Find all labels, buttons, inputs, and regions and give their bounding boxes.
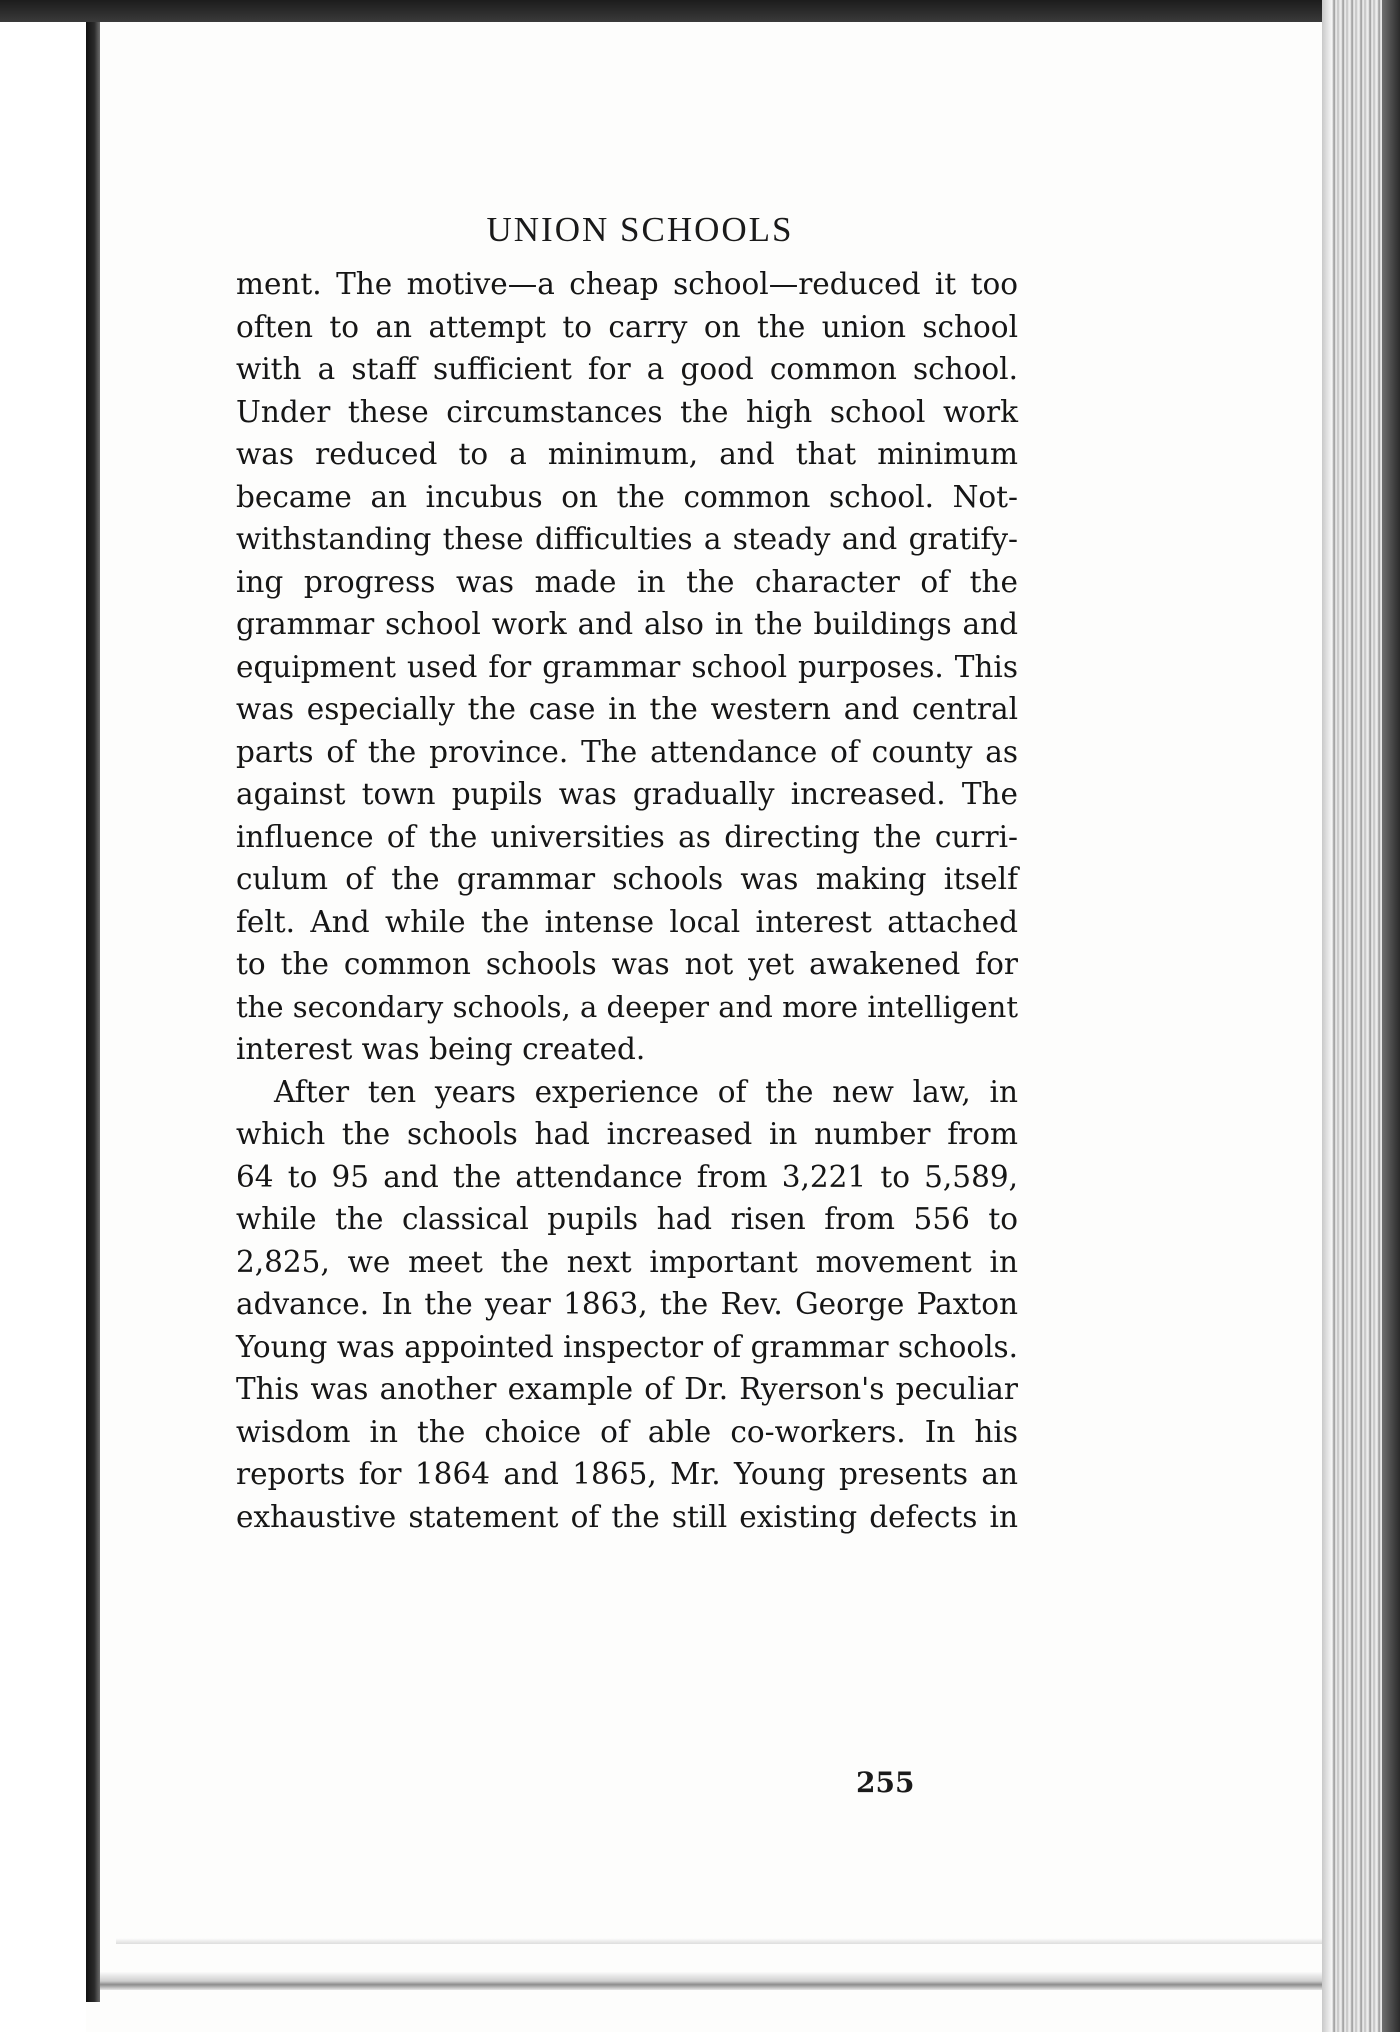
left-margin <box>0 22 86 2032</box>
text-line: against town pupils was gradually increased. The <box>236 777 1018 811</box>
page-text-block <box>236 205 1018 1799</box>
book-spine-shadow <box>86 22 100 2002</box>
text-line: ing progress was made in the character of the <box>236 564 1018 599</box>
text-line: was especially the case in the western and central <box>236 692 1018 726</box>
text-line: became an incubus on the common school. Not- <box>236 479 1018 514</box>
text-line: felt. And while the intense local interest attached <box>236 904 1018 939</box>
text-line: reports for 1864 and 1865, Mr. Young presents an <box>236 1457 1018 1491</box>
text-line: wisdom in the choice of able co-workers. In his <box>236 1414 1018 1449</box>
text-line: 64 to 95 and the attendance from 3,221 to 5,589, <box>236 1159 1018 1194</box>
page-stack-edges <box>1322 0 1400 2032</box>
text-line: 2,825, we meet the next important movement in <box>236 1244 1018 1279</box>
running-head: UNION SCHOOLS <box>486 210 794 249</box>
bottom-page-edge <box>100 1972 1322 1990</box>
text-line: which the schools had increased in number from <box>236 1117 1018 1151</box>
text-line: parts of the province. The attendance of county as <box>236 734 1018 769</box>
page-number: 255 <box>856 1766 915 1799</box>
text-line: Young was appointed inspector of grammar schools. <box>236 1329 1018 1364</box>
text-line: influence of the universities as directing the curri- <box>236 819 1018 854</box>
text-line: advance. In the year 1863, the Rev. George Paxton <box>236 1287 1018 1321</box>
text-line: culum of the grammar schools was making itself <box>236 862 1018 896</box>
text-line: exhaustive statement of the still existing defects in <box>236 1499 1018 1534</box>
text-line: to the common schools was not yet awakened for <box>236 947 1018 981</box>
paragraph-2 <box>236 1071 1018 1539</box>
text-line: with a staff sufficient for a good common school. <box>236 352 1018 386</box>
text-line: After ten years experience of the new law, in <box>274 1074 1018 1109</box>
text-line: often to an attempt to carry on the union school <box>236 309 1018 344</box>
text-line: ment. The motive—a cheap school—reduced it too <box>236 267 1018 301</box>
text-line: withstanding these difficulties a steady and gratify- <box>236 522 1018 556</box>
text-line: while the classical pupils had risen from 556 to <box>236 1202 1018 1236</box>
text-line: grammar school work and also in the buildings and <box>236 607 1018 641</box>
top-shadow-strip <box>0 0 1400 22</box>
text-line: was reduced to a minimum, and that minimum <box>236 437 1018 471</box>
text-line: Under these circumstances the high school work <box>236 394 1018 429</box>
text-line: the secondary schools, a deeper and more intelligent <box>236 989 1018 1024</box>
paragraph-1 <box>236 263 1018 1071</box>
text-line: This was another example of Dr. Ryerson's peculiar <box>236 1372 1018 1406</box>
text-line: interest was being created. <box>236 1032 646 1066</box>
bottom-page-shadow <box>116 1938 1322 1944</box>
text-line: equipment used for grammar school purposes. This <box>236 649 1018 684</box>
